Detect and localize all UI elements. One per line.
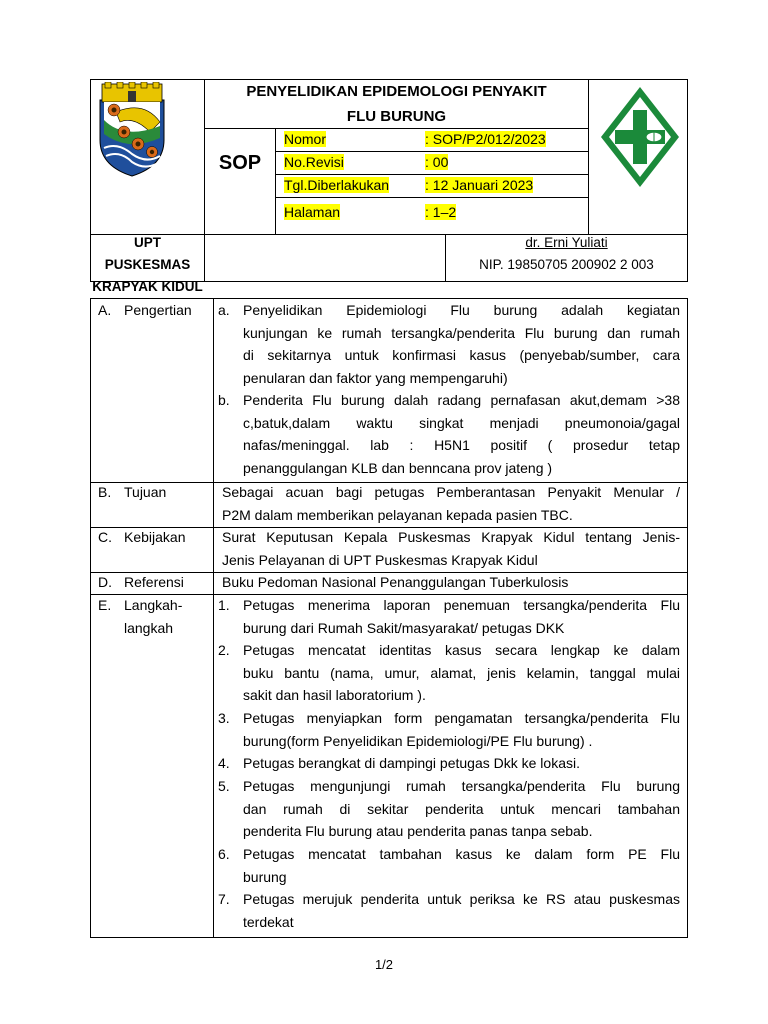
item-marker: 2. [218, 642, 230, 658]
section-d-label: Referensi [124, 574, 184, 590]
organization-name [91, 232, 204, 298]
item-line: Petugas merujuk penderita untuk periksa ke RS atau puskesmas [243, 891, 680, 907]
org-line-1: UPT PUSKESMAS [104, 235, 191, 272]
langkah-item-5 [218, 775, 680, 843]
item-marker: 6. [218, 846, 230, 862]
item-marker: a. [218, 302, 230, 318]
item-line: sakit dan hasil laboratorium ). [243, 687, 426, 703]
city-emblem-logo [94, 82, 170, 178]
section-b-letter: B. [98, 484, 112, 500]
langkah-item-3 [218, 707, 680, 752]
item-line: di sekitarnya untuk konfirmasi kasus (penyebab/sumber, cara [243, 347, 680, 363]
sop-label: SOP [218, 152, 262, 174]
langkah-item-1 [218, 594, 680, 639]
item-line: Petugas mengunjungi rumah tersangka/penderita Flu burung [243, 778, 680, 794]
field-tgl-label: Tgl.Diberlakukan [284, 177, 390, 193]
item-line: burung dari Rumah Sakit/masyarakat/ petugas DKK [243, 619, 565, 636]
signer-name: dr. Erni Yuliati [525, 235, 608, 250]
section-d-letter: D. [98, 574, 112, 590]
item-marker: 4. [218, 755, 230, 771]
text-line: Surat Keputusan Kepala Puskesmas Krapyak Kidul tentang Jenis- [222, 529, 680, 545]
item-marker: b. [218, 392, 230, 408]
tujuan-text [222, 481, 680, 526]
kebijakan-text [222, 526, 680, 571]
item-line: Petugas berangkat di dampingi petugas Dkk ke lokasi. [243, 755, 580, 771]
langkah-item-7 [218, 888, 680, 933]
item-line: penularan dan faktor yang mempengaruhi) [243, 369, 508, 386]
item-marker: 5. [218, 778, 230, 794]
section-c-label: Kebijakan [124, 529, 186, 545]
field-revisi-label: No.Revisi [284, 154, 344, 170]
section-b-label: Tujuan [124, 484, 167, 500]
item-line: Petugas mencatat tambahan kasus ke dalam form PE Flu [243, 846, 680, 862]
item-line: penanggulangan KLB dan benncana prov jateng ) [243, 459, 553, 476]
section-e-label [124, 594, 182, 639]
item-line: dan rumah di sekitar penderita untuk mencari tambahan [243, 800, 680, 817]
langkah-item-4 [218, 752, 680, 775]
langkah-item-2 [218, 639, 680, 707]
pengertian-item-a [218, 299, 680, 389]
section-a-label: Pengertian [124, 302, 192, 318]
item-line: buku bantu (nama, umur, alamat, jenis kelamin, tanggal mulai [243, 664, 680, 681]
field-nomor-label: Nomor [284, 131, 327, 147]
item-line: Penderita Flu burung dalah radang pernafasan akut,demam >38 [243, 392, 680, 408]
field-halaman-value: : 1–2 [425, 204, 457, 220]
field-halaman-label: Halaman [284, 204, 341, 220]
section-a-letter: A. [98, 302, 112, 318]
text-line: Sebagai acuan bagi petugas Pemberantasan Penyakit Menular / [222, 484, 680, 500]
page-number: 1/2 [374, 957, 394, 972]
document-title [205, 79, 588, 129]
item-marker: 1. [218, 597, 230, 613]
item-line: penderita Flu burung atau penderita panas tanpa sebab. [243, 823, 593, 839]
item-marker: 7. [218, 891, 230, 907]
text-line: P2M dalam memberikan pelayanan kepada pasien TBC. [222, 506, 573, 523]
section-e-letter: E. [98, 597, 112, 613]
item-line: burung [243, 868, 287, 885]
item-line: burung(form Penyelidikan Epidemiologi/PE Flu burung) . [243, 732, 593, 749]
field-nomor-value: : SOP/P2/012/2023 [425, 131, 546, 147]
label-line: Langkah- [124, 597, 183, 613]
puskesmas-logo [598, 84, 682, 190]
org-line-2: KRAPYAK KIDUL [92, 279, 203, 294]
signer-block [446, 232, 687, 276]
title-line-1: PENYELIDIKAN EPIDEMOLOGI PENYAKIT [246, 83, 547, 100]
item-marker: 3. [218, 710, 230, 726]
title-line-2: FLU BURUNG [346, 108, 447, 125]
pengertian-item-b [218, 389, 680, 479]
referensi-text [222, 571, 680, 594]
field-revisi-value: : 00 [425, 154, 449, 170]
signer-nip: NIP. 19850705 200902 2 003 [479, 257, 654, 272]
item-line: nafas/meninggal. lab : H5N1 positif ( prosedur tetap [243, 437, 680, 453]
item-line: Petugas menyiapkan form pengamatan tersangka/penderita Flu [243, 710, 680, 726]
item-line: kunjungan ke rumah tersangka/penderita Flu burung dan rumah [243, 324, 680, 341]
field-tgl-value: : 12 Januari 2023 [425, 177, 534, 193]
item-line: c,batuk,dalam waktu singkat menjadi pneumonoia/gagal [243, 414, 680, 431]
label-line: langkah [124, 619, 174, 636]
section-c-letter: C. [98, 529, 112, 545]
langkah-item-6 [218, 843, 680, 888]
text-line: Buku Pedoman Nasional Penanggulangan Tuberkulosis [222, 574, 569, 590]
text-line: Jenis Pelayanan di UPT Puskesmas Krapyak Kidul [222, 551, 538, 568]
item-line: Petugas mencatat identitas kasus secara lengkap ke dalam [243, 642, 680, 658]
item-line: terdekat [243, 913, 294, 930]
item-line: Penyelidikan Epidemiologi Flu burung adalah kegiatan [243, 302, 680, 318]
item-line: Petugas menerima laporan penemuan tersangka/penderita Flu [243, 597, 680, 613]
